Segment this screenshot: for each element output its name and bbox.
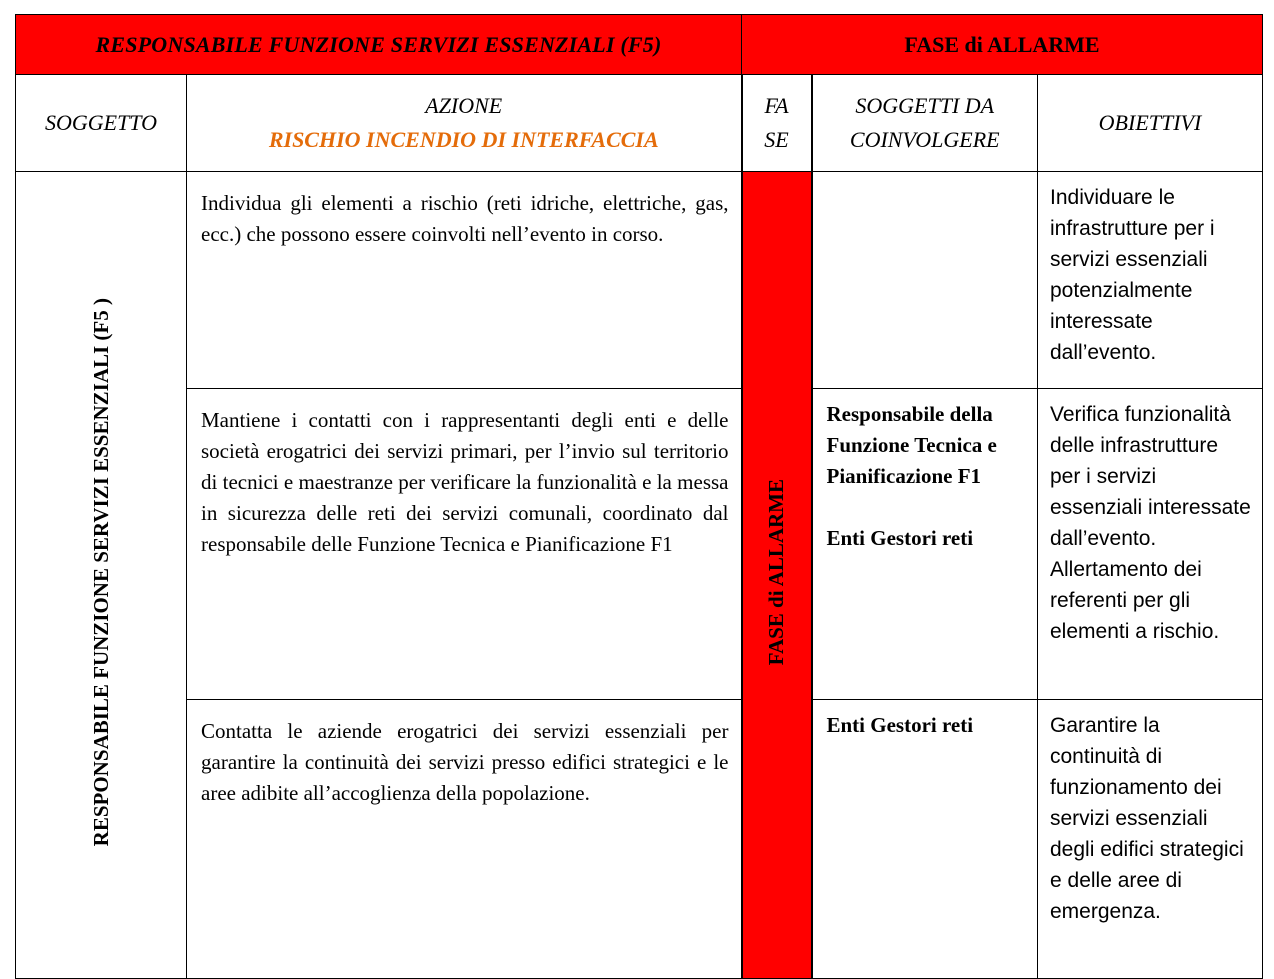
title-row [16, 15, 1263, 75]
header-soggetto: SOGGETTO [16, 75, 187, 172]
azione-cell: Mantiene i contatti con i rappresentanti degli enti e delle società erogatrici dei servizi primari, per l’invio sul territorio di tecnici e maestranze per verificare la funzionalità e la messa in sicurezza delle reti dei servizi comunali, coordinato dal responsabile delle Funzione Tecnica e Pianificazione F1 [187, 389, 742, 700]
soggetto-vertical-label: RESPONSABILE FUNZIONE SERVIZI ESSENZIALI (F5 ) [88, 298, 113, 847]
function-title: RESPONSABILE FUNZIONE SERVIZI ESSENZIALI (F5) [16, 15, 742, 75]
header-fase-line1: FA [764, 93, 789, 118]
procedure-table [15, 14, 1263, 979]
table-row [16, 389, 1263, 700]
header-azione [187, 75, 742, 172]
soggetto-entry: Enti Gestori reti [826, 526, 974, 550]
table-row [16, 700, 1263, 979]
header-azione-subtitle: RISCHIO INCENDIO DI INTERFACCIA [268, 127, 659, 152]
header-fase-line2: SE [764, 127, 789, 152]
table-row [16, 172, 1263, 389]
obiettivi-cell: Verifica funzionalità delle infrastrutture per i servizi essenziali interessate dall’evento. Allertamento dei referenti per gli elementi a rischio. [1038, 389, 1263, 700]
soggetto-cell [16, 172, 187, 979]
header-soggetti-line1: SOGGETTI DA [855, 93, 995, 118]
column-header-row [16, 75, 1263, 172]
header-soggetti-line2: COINVOLGERE [849, 127, 1000, 152]
header-azione-label: AZIONE [425, 93, 503, 118]
obiettivi-cell: Individuare le infrastrutture per i servizi essenziali potenzialmente interessate dall’evento. [1038, 172, 1263, 389]
header-soggetti [812, 75, 1038, 172]
obiettivi-cell: Garantire la continuità di funzionamento dei servizi essenziali degli edifici strategici e delle aree di emergenza. [1038, 700, 1263, 979]
fase-cell [742, 172, 812, 979]
soggetti-cell [812, 172, 1038, 389]
fase-vertical-label: FASE di ALLARME [764, 479, 788, 666]
azione-cell: Individua gli elementi a rischio (reti idriche, elettriche, gas, ecc.) che possono essere coinvolti nell’evento in corso. [187, 172, 742, 389]
azione-cell: Contatta le aziende erogatrici dei servizi essenziali per garantire la continuità dei servizi presso edifici strategici e le aree adibite all’accoglienza della popolazione. [187, 700, 742, 979]
header-fase [742, 75, 812, 172]
phase-title: FASE di ALLARME [742, 15, 1263, 75]
soggetti-cell [812, 389, 1038, 700]
soggetto-entry: Responsabile della Funzione Tecnica e Pianificazione F1 [826, 402, 997, 488]
header-obiettivi: OBIETTIVI [1038, 75, 1263, 172]
soggetto-entry: Enti Gestori reti [826, 713, 974, 737]
soggetti-cell [812, 700, 1038, 979]
